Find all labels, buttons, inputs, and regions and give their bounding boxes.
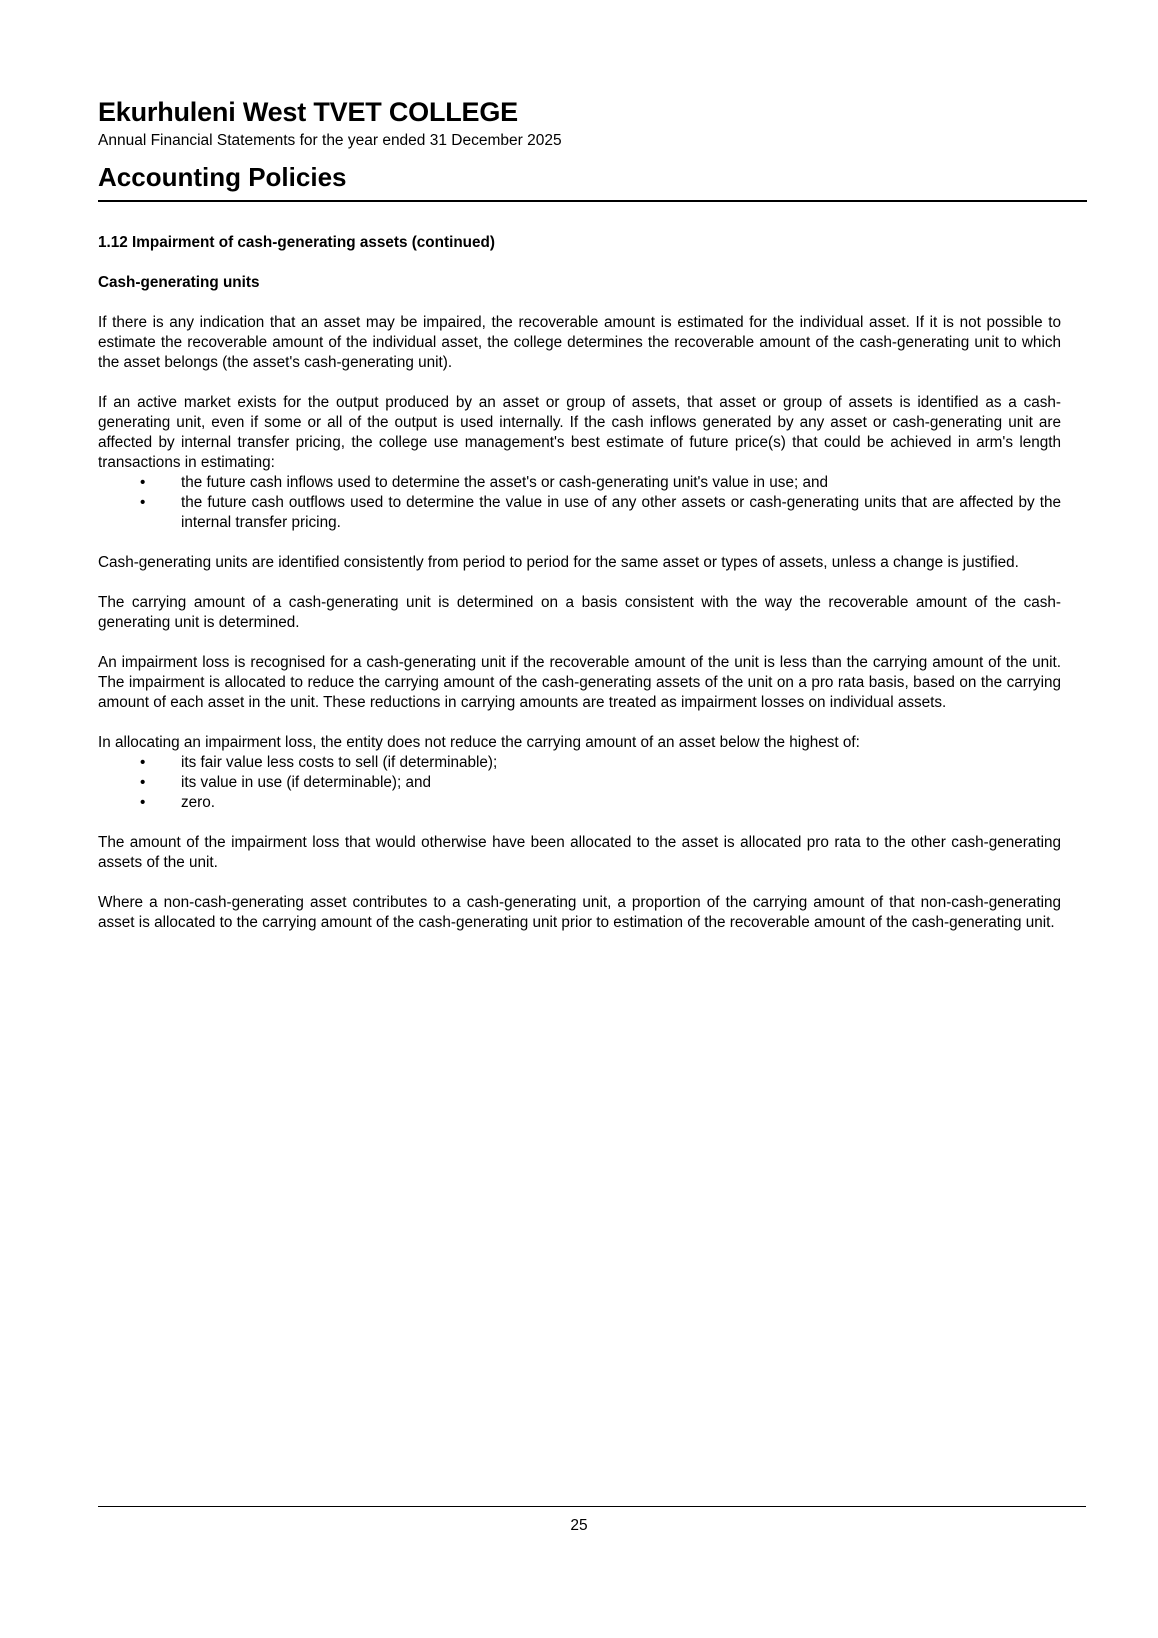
list-item-text: its value in use (if determinable); and — [181, 774, 431, 791]
paragraph-7: The amount of the impairment loss that would otherwise have been allocated to the asset is allocated pro rata to the other cash-generating assets of the unit. — [98, 834, 1061, 871]
paragraph-1: If there is any indication that an asset may be impaired, the recoverable amount is estimated for the individual asset. If it is not possible to estimate the recoverable amount of the individual asset, the college determines the recoverable amount of the cash-generating unit to which the asset belongs (the asset's cash-generating unit). — [98, 314, 1061, 371]
bullet-icon: • — [140, 474, 146, 491]
paragraph-2-bullet-list — [98, 473, 1061, 533]
paragraph-4: The carrying amount of a cash-generating unit is determined on a basis consistent with the way the recoverable amount of the cash-generating unit is determined. — [98, 594, 1061, 631]
section-title: Accounting Policies — [98, 162, 347, 192]
list-item — [98, 773, 1061, 793]
page-number: 25 — [570, 1517, 588, 1534]
paragraph-8: Where a non-cash-generating asset contributes to a cash-generating unit, a proportion of the carrying amount of that non-cash-generating asset is allocated to the carrying amount of the cash-generating unit prior to estimation of the recoverable amount of the cash-generating unit. — [98, 894, 1061, 931]
policy-heading: 1.12 Impairment of cash-generating assets (continued) — [98, 234, 495, 251]
paragraph-6: In allocating an impairment loss, the entity does not reduce the carrying amount of an asset below the highest of: — [98, 734, 860, 751]
body-content — [98, 233, 1061, 953]
report-subtitle: Annual Financial Statements for the year ended 31 December 2025 — [98, 132, 562, 149]
footer-divider — [98, 1506, 1086, 1507]
paragraph-3: Cash-generating units are identified consistently from period to period for the same asset or types of assets, unless a change is justified. — [98, 554, 1019, 571]
list-item-text: the future cash outflows used to determine the value in use of any other assets or cash-generating units that are affected by the internal transfer pricing. — [181, 494, 1061, 531]
list-item — [98, 493, 1061, 533]
list-item-text: zero. — [181, 794, 216, 811]
bullet-icon: • — [140, 494, 146, 511]
list-item-text: its fair value less costs to sell (if determinable); — [181, 754, 498, 771]
list-item — [98, 793, 1061, 813]
bullet-icon: • — [140, 794, 146, 811]
header-divider — [98, 200, 1087, 202]
paragraph-2: If an active market exists for the output produced by an asset or group of assets, that asset or group of assets is identified as a cash-generating unit, even if some or all of the output is used internally. If the cash inflows generated by any asset or cash-generating unit are affected by internal transfer pricing, the college use management's best estimate of future price(s) that could be achieved in arm's length transactions in estimating: — [98, 394, 1061, 471]
bullet-icon: • — [140, 754, 146, 771]
paragraph-6-bullet-list — [98, 753, 1061, 813]
bullet-icon: • — [140, 774, 146, 791]
list-item — [98, 473, 1061, 493]
organisation-name: Ekurhuleni West TVET COLLEGE — [98, 97, 518, 127]
paragraph-5: An impairment loss is recognised for a cash-generating unit if the recoverable amount of the unit is less than the carrying amount of the unit. The impairment is allocated to reduce the carrying amount of the cash-generating assets of the unit on a pro rata basis, based on the carrying amount of each asset in the unit. These reductions in carrying amounts are treated as impairment losses on individual assets. — [98, 654, 1061, 711]
list-item-text: the future cash inflows used to determine the asset's or cash-generating unit's value in use; and — [181, 474, 828, 491]
list-item — [98, 753, 1061, 773]
policy-subheading: Cash-generating units — [98, 274, 260, 291]
